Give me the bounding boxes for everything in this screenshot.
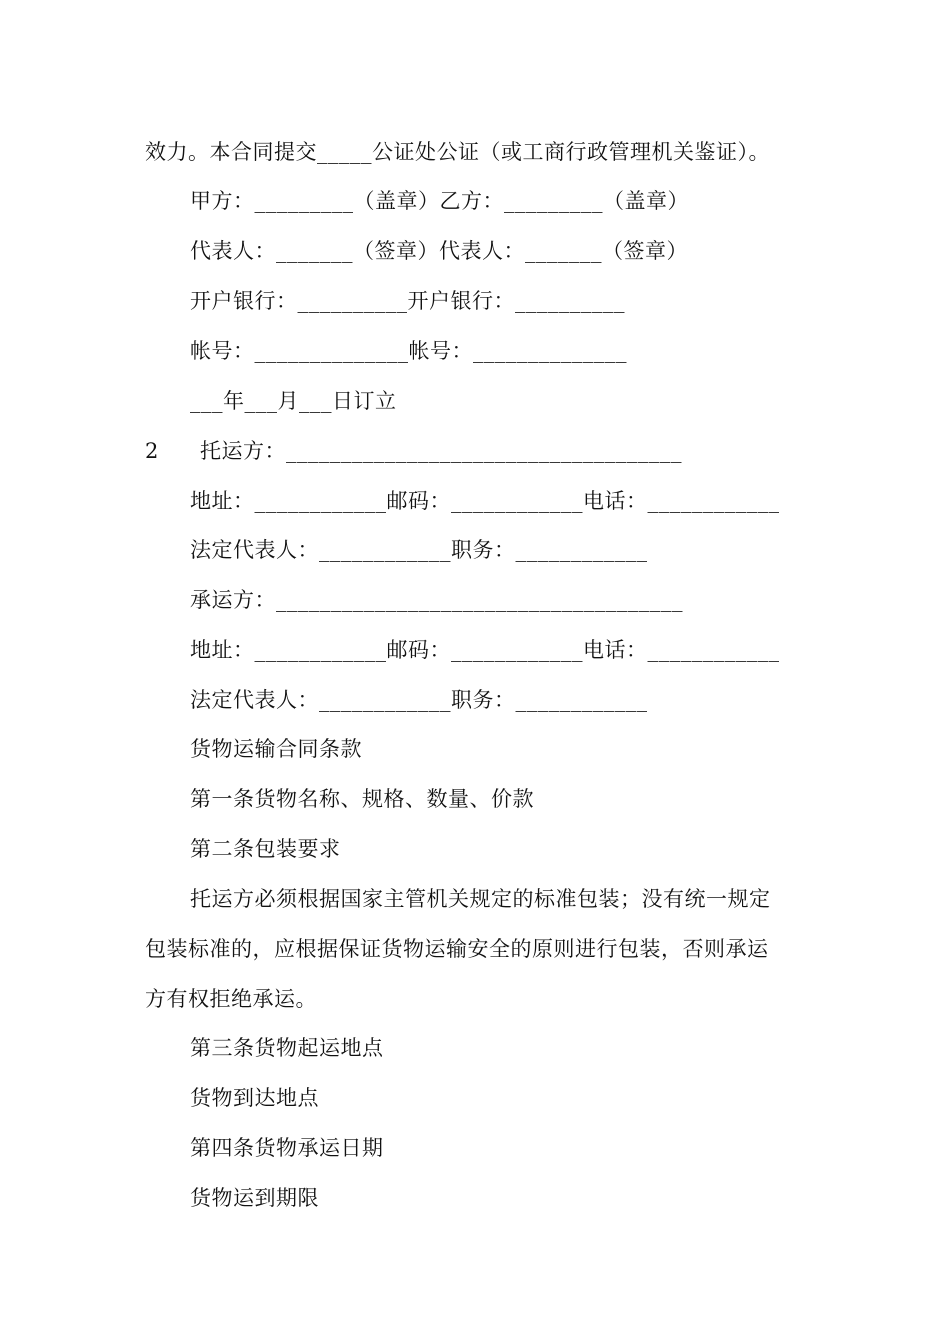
article-2-heading: 第二条包装要求 [190, 837, 341, 861]
shipper-line: 托运方：____________________________________ [200, 439, 682, 463]
destination-line: 货物到达地点 [190, 1086, 319, 1110]
article-3-heading: 第三条货物起运地点 [190, 1036, 384, 1060]
shipper-address-line: 地址：____________邮码：____________电话：____________ [190, 489, 780, 513]
packaging-paragraph-line-1: 托运方必须根据国家主管机关规定的标准包装；没有统一规定 [190, 887, 771, 911]
contract-terms-heading: 货物运输合同条款 [190, 737, 362, 761]
section-number: 2 [145, 439, 159, 463]
article-1-heading: 第一条货物名称、规格、数量、价款 [190, 787, 534, 811]
packaging-paragraph-line-3: 方有权拒绝承运。 [145, 987, 317, 1011]
party-a-b-seal-line: 甲方：_________（盖章）乙方：_________（盖章） [190, 189, 689, 213]
carrier-legal-rep-line: 法定代表人：____________职务：____________ [190, 688, 648, 712]
shipper-legal-rep-line: 法定代表人：____________职务：____________ [190, 538, 648, 562]
account-line: 帐号：______________帐号：______________ [190, 339, 627, 363]
packaging-paragraph-line-2: 包装标准的，应根据保证货物运输安全的原则进行包装，否则承运 [145, 937, 769, 961]
representative-line: 代表人：_______（签章）代表人：_______（签章） [190, 239, 688, 263]
paragraph-validity: 效力。本合同提交_____公证处公证（或工商行政管理机关鉴证）。 [145, 140, 770, 164]
bank-line: 开户银行：__________开户银行：__________ [190, 289, 625, 313]
delivery-deadline-line: 货物运到期限 [190, 1186, 319, 1210]
carrier-address-line: 地址：____________邮码：____________电话：____________ [190, 638, 780, 662]
date-line: ___年___月___日订立 [190, 389, 397, 413]
article-4-heading: 第四条货物承运日期 [190, 1136, 384, 1160]
carrier-line: 承运方：_____________________________________ [190, 588, 683, 612]
